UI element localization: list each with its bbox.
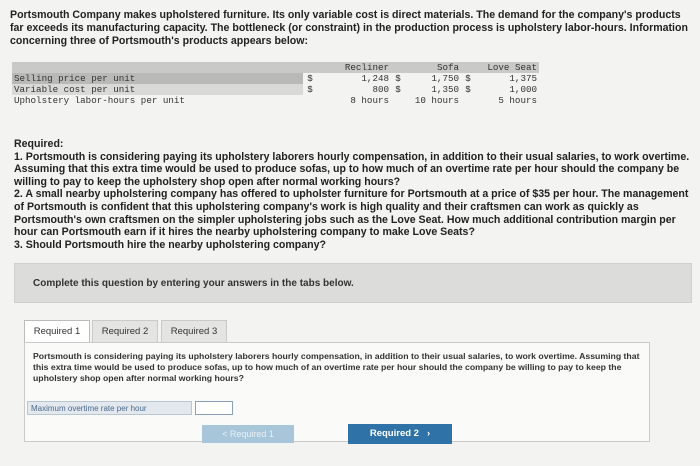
panel-question: Portsmouth is considering paying its upholstery laborers hourly compensation, in addition to their usual salaries, to work overtime. Assuming that this extra time would be used to produce sofas, up to how much of an overtime rate per hour should the company be willing to pay to keep the upholstery shop open after normal working hours? [33, 351, 640, 383]
cell-value: 10 hours [414, 95, 459, 106]
product-table [12, 62, 539, 106]
row-label: Variable cost per unit [12, 84, 303, 95]
row-label: Selling price per unit [12, 73, 303, 84]
next-button-label: Required 2 [369, 428, 419, 439]
prev-required-button[interactable]: < Required 1 [202, 425, 294, 443]
cell-value: 800 [372, 84, 389, 95]
chevron-right-icon: › [426, 428, 431, 439]
answer-panel [24, 342, 650, 442]
overtime-rate-input[interactable] [195, 401, 233, 415]
header-recliner: Recliner [317, 62, 391, 73]
cell-value: 5 hours [498, 95, 537, 106]
overtime-rate-label: Maximum overtime rate per hour [27, 401, 192, 415]
instruction-banner [14, 263, 692, 303]
header-sofa: Sofa [405, 62, 461, 73]
cell-value: 1,350 [431, 84, 459, 95]
problem-intro: Portsmouth Company makes upholstered furniture. Its only variable cost is direct materials. The demand for the company's products far exceeds its manufacturing capacity. The bottleneck (or constraint) in the production process is upholstery labor-hours. Information concerning three of Portsmouth's products appears below: [10, 9, 688, 47]
cell-value: 1,000 [509, 84, 537, 95]
table-header-row [12, 62, 539, 73]
required-heading: Required: [14, 138, 64, 150]
tab-required-2[interactable]: Required 2 [92, 320, 158, 342]
required-section [14, 138, 694, 251]
table-row: Selling price per unit $ 1,248 $ 1,750 $ 1,375 [14, 73, 537, 84]
cell-value: 1,750 [431, 73, 459, 84]
table-row: Variable cost per unit $ 800 $ 1,350 $ 1,000 [14, 84, 537, 95]
banner-text: Complete this question by entering your answers in the tabs below. [33, 278, 354, 289]
required-item-2: 2. A small nearby upholstering company has offered to upholster furniture for Portsmouth at a price of $35 per hour. The management of Portsmouth is confident that this upholstering company's work is high quality and their craftsmen can work as quickly as Portsmouth's own craftsmen on the simpler upholstering jobs such as the Love Seat. How much additional contribution margin per hour can Portsmouth earn if it hires the nearby upholstering company to make Love Seats? [14, 188, 689, 239]
tab-required-3[interactable]: Required 3 [161, 320, 227, 342]
required-item-1: 1. Portsmouth is considering paying its upholstery laborers hourly compensation, in addition to their usual salaries, to work overtime. Assuming that this extra time would be used to produce sofas, up to how much of an overtime rate per hour should the company be willing to pay to keep the upholstery shop open after normal working hours? [14, 150, 690, 188]
row-label: Upholstery labor-hours per unit [14, 95, 185, 106]
required-item-3: 3. Should Portsmouth hire the nearby upholstering company? [14, 238, 326, 251]
tab-required-1[interactable]: Required 1 [24, 320, 90, 342]
cell-value: 1,248 [361, 73, 389, 84]
cell-value: 8 hours [350, 95, 389, 106]
table-row [12, 95, 539, 106]
next-required-button[interactable] [348, 424, 452, 444]
header-love-seat: Love Seat [475, 62, 539, 73]
cell-value: 1,375 [509, 73, 537, 84]
